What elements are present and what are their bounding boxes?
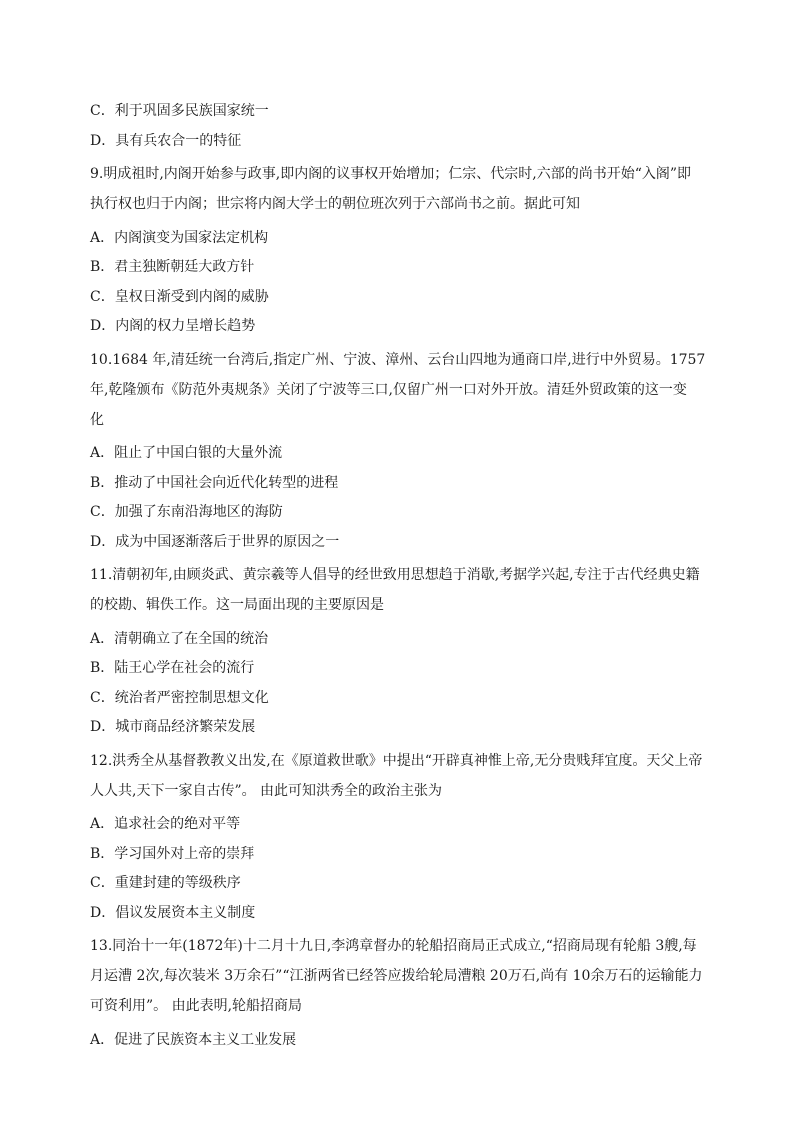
stem-line: 11.清朝初年,由顾炎武、黄宗羲等人倡导的经世致用思想趋于消歇,考据学兴起,专注于古代经典史籍 — [90, 567, 700, 583]
option-b: B．陆王心学在社会的流行 — [90, 660, 255, 676]
question-stem — [90, 345, 714, 435]
option-b: B．推动了中国社会向近代化转型的进程 — [90, 474, 339, 491]
option-a: A．追求社会的绝对平等 — [90, 816, 241, 832]
option-a: A．阻止了中国白银的大量外流 — [90, 445, 283, 461]
stem-line: 月运漕 2次,每次装米 3万余石”“江浙两省已经答应拨给轮局漕粮 20万石,尚有 10余万石的运输能力 — [90, 968, 703, 984]
option-d: D．倡议发展资本主义制度 — [90, 904, 256, 921]
option-a: A．促进了民族资本主义工业发展 — [90, 1031, 297, 1048]
stem-line: 10.1684 年,清廷统一台湾后,指定广州、宁波、漳州、云台山四地为通商口岸,进行中外贸易。1757 — [90, 351, 706, 368]
option-a: A．内阁演变为国家法定机构 — [90, 229, 269, 246]
option-c: C．加强了东南沿海地区的海防 — [90, 504, 283, 520]
option-c: C．皇权日渐受到内阁的威胁 — [90, 288, 269, 305]
option-b: B．君主独断朝廷大政方针 — [90, 259, 255, 275]
stem-line: 13.同治十一年(1872年)十二月十九日,李鸿章督办的轮船招商局正式成立,“招商局现有轮船 3艘,每 — [90, 938, 697, 954]
exam-page — [90, 100, 714, 1058]
stem-line: 人人共,天下一家自古传”。 由此可知洪秀全的政治主张为 — [90, 782, 443, 799]
stem-line: 可资利用”。 由此表明,轮船招商局 — [90, 998, 303, 1014]
option-b: B．学习国外对上帝的崇拜 — [90, 845, 255, 862]
option-d: D．城市商品经济繁荣发展 — [90, 719, 256, 735]
question-10 — [90, 345, 714, 553]
option-d: D．具有兵农合一的特征 — [90, 132, 242, 149]
option-c: C．统治者严密控制思想文化 — [90, 689, 269, 706]
question-stem — [90, 746, 714, 806]
question-12 — [90, 746, 714, 924]
option-a: A．清朝确立了在全国的统治 — [90, 630, 269, 647]
option-c: C．利于巩固多民族国家统一 — [90, 103, 269, 119]
question-stem — [90, 560, 714, 620]
question-11 — [90, 560, 714, 738]
stem-line: 12.洪秀全从基督教教义出发,在《原道救世歌》中提出“开辟真神惟上帝,无分贵贱拜宜度。天父上帝 — [90, 752, 703, 769]
question-9 — [90, 159, 714, 337]
stem-line: 的校勘、辑佚工作。这一局面出现的主要原因是 — [90, 597, 384, 613]
option-d: D．成为中国逐渐落后于世界的原因之一 — [90, 533, 340, 550]
question-13 — [90, 931, 714, 1051]
option-c: C．重建封建的等级秩序 — [90, 875, 241, 891]
question-stem — [90, 159, 714, 219]
question-8-tail — [90, 100, 714, 152]
stem-line: 化 — [90, 411, 104, 428]
option-d: D．内阁的权力呈增长趋势 — [90, 318, 256, 334]
question-stem — [90, 931, 714, 1021]
stem-line: 执行权也归于内阁；世宗将内阁大学士的朝位班次列于六部尚书之前。据此可知 — [90, 196, 580, 212]
stem-line: 9.明成祖时,内阁开始参与政事,即内阁的议事权开始增加；仁宗、代宗时,六部的尚书开始“入阁”即 — [90, 166, 692, 182]
stem-line: 年,乾隆颁布《防范外夷规条》关闭了宁波等三口,仅留广州一口对外开放。清廷外贸政策的这一变 — [90, 381, 687, 398]
